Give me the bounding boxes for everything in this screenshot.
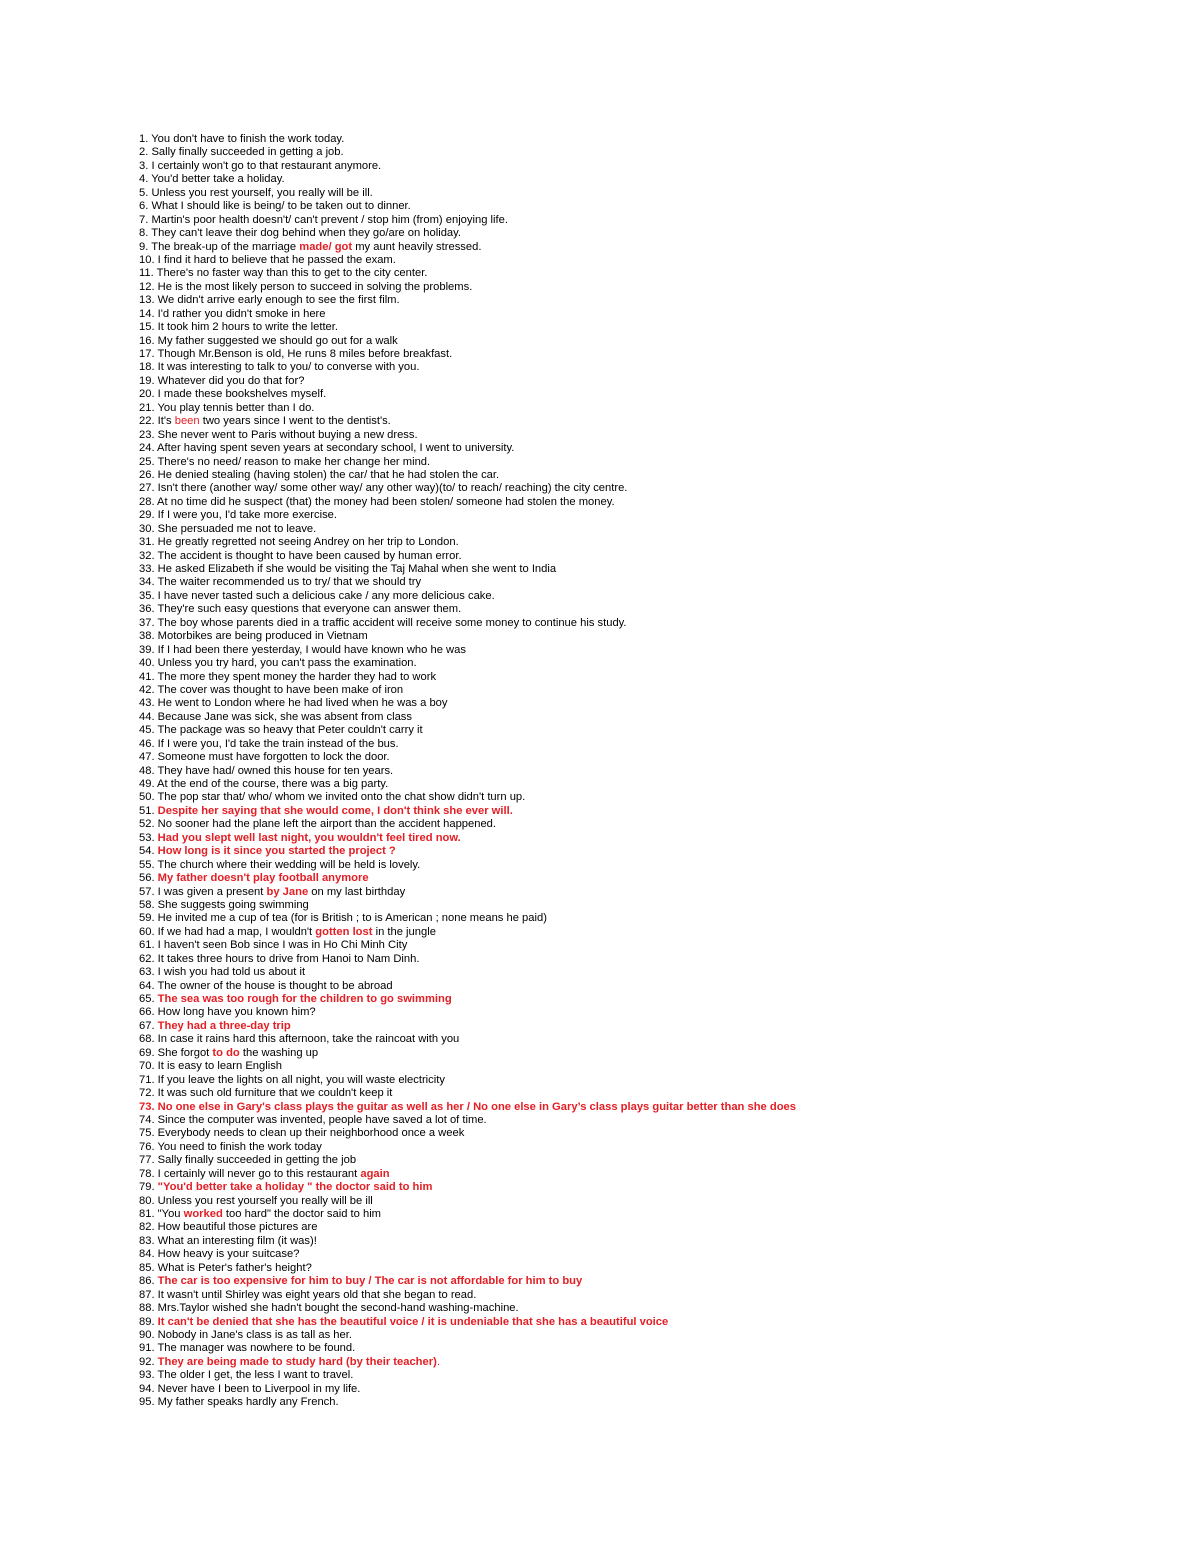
answer-text: 36. They're such easy questions that everyone can answer them. bbox=[139, 603, 462, 616]
answer-text: 15. It took him 2 hours to write the letter. bbox=[139, 321, 338, 334]
highlighted-answer-text: They are being made to study hard (by their teacher) bbox=[157, 1355, 437, 1368]
answer-text: 8. They can't leave their dog behind when they go/are on holiday. bbox=[139, 227, 462, 240]
answer-text: my aunt heavily stressed. bbox=[352, 240, 482, 253]
answer-text: 30. She persuaded me not to leave. bbox=[139, 522, 317, 535]
answer-line bbox=[139, 1342, 1139, 1355]
answer-line bbox=[139, 1316, 1139, 1329]
answer-text: 51. bbox=[139, 804, 158, 817]
answer-line bbox=[139, 200, 1139, 213]
answer-text: 28. At no time did he suspect (that) the money had been stolen/ someone had stolen the money. bbox=[139, 495, 615, 508]
answer-line bbox=[139, 778, 1139, 791]
answer-text: 75. Everybody needs to clean up their neighborhood once a week bbox=[139, 1127, 465, 1140]
answer-text: 54. bbox=[139, 845, 158, 858]
answer-line bbox=[139, 1154, 1139, 1167]
answer-line bbox=[139, 469, 1139, 482]
answer-text: 92. bbox=[139, 1355, 158, 1368]
answer-line bbox=[139, 146, 1139, 159]
answer-text: 18. It was interesting to talk to you/ to converse with you. bbox=[139, 361, 420, 374]
answer-text: 50. The pop star that/ who/ whom we invited onto the chat show didn't turn up. bbox=[139, 791, 526, 804]
answer-line bbox=[139, 980, 1139, 993]
answer-line bbox=[139, 482, 1139, 495]
highlighted-answer-text: . bbox=[436, 1355, 440, 1368]
answer-line bbox=[139, 859, 1139, 872]
answer-line bbox=[139, 1275, 1139, 1288]
answer-line bbox=[139, 1114, 1139, 1127]
answer-line bbox=[139, 1356, 1139, 1369]
answer-text: 90. Nobody in Jane's class is as tall as her. bbox=[139, 1328, 352, 1341]
highlighted-answer-text: 73. No one else in Gary's class plays the guitar as well as her / No one else in Gary’s class plays guitar better than she does bbox=[139, 1100, 796, 1113]
answer-text: 88. Mrs.Taylor wished she hadn't bought the second-hand washing-machine. bbox=[139, 1302, 519, 1315]
answer-line bbox=[139, 1396, 1139, 1409]
answer-text: 25. There's no need/ reason to make her change her mind. bbox=[139, 455, 431, 468]
answer-line bbox=[139, 254, 1139, 267]
answer-text: 6. What I should like is being/ to be taken out to dinner. bbox=[139, 200, 411, 213]
answer-line bbox=[139, 926, 1139, 939]
answer-line bbox=[139, 227, 1139, 240]
highlighted-answer-text: made/ got bbox=[299, 240, 353, 253]
answer-text: in the jungle bbox=[372, 925, 436, 938]
answer-text: 94. Never have I been to Liverpool in my life. bbox=[139, 1382, 361, 1395]
answer-line bbox=[139, 187, 1139, 200]
answer-text: 19. Whatever did you do that for? bbox=[139, 374, 305, 387]
answer-text: 89. bbox=[139, 1315, 158, 1328]
answer-line bbox=[139, 1248, 1139, 1261]
answer-text: 65. bbox=[139, 993, 158, 1005]
answer-text: 52. No sooner had the plane left the airport than the accident happened. bbox=[139, 818, 497, 831]
answer-text: 31. He greatly regretted not seeing Andrey on her trip to London. bbox=[139, 536, 459, 549]
answer-text: 80. Unless you rest yourself you really will be ill bbox=[139, 1194, 373, 1207]
answer-text: 10. I find it hard to believe that he passed the exam. bbox=[139, 253, 396, 266]
answer-line bbox=[139, 1074, 1139, 1087]
answer-line bbox=[139, 133, 1139, 146]
answer-text: 45. The package was so heavy that Peter couldn't carry it bbox=[139, 724, 423, 737]
answer-text: 37. The boy whose parents died in a traffic accident will receive some money to continue his study. bbox=[139, 616, 627, 629]
answer-line bbox=[139, 388, 1139, 401]
answer-text: 24. After having spent seven years at secondary school, I went to university. bbox=[139, 442, 515, 455]
answer-text: 84. How heavy is your suitcase? bbox=[139, 1248, 300, 1261]
answer-line bbox=[139, 1168, 1139, 1181]
answer-text: 53. bbox=[139, 831, 158, 844]
answer-line bbox=[139, 1235, 1139, 1248]
highlighted-answer-text: How long is it since you started the project ? bbox=[157, 845, 396, 858]
highlighted-answer-text: to do bbox=[212, 1046, 240, 1059]
answer-text: 59. He invited me a cup of tea (for is British ; to is American ; none means he paid) bbox=[139, 912, 547, 925]
answer-text: 83. What an interesting film (it was)! bbox=[139, 1234, 317, 1247]
answer-text: 12. He is the most likely person to succeed in solving the problems. bbox=[139, 280, 473, 293]
answer-text: 76. You need to finish the work today bbox=[139, 1140, 322, 1153]
highlighted-answer-text: It can't be denied that she has the beautiful voice / it is undeniable that she has a beautiful voice bbox=[157, 1315, 669, 1328]
answer-line bbox=[139, 1020, 1139, 1033]
answer-text: 40. Unless you try hard, you can't pass the examination. bbox=[139, 657, 417, 670]
answer-line bbox=[139, 630, 1139, 643]
answer-text: 29. If I were you, I'd take more exercise. bbox=[139, 509, 338, 522]
answer-text: 82. How beautiful those pictures are bbox=[139, 1221, 318, 1234]
answer-line bbox=[139, 818, 1139, 831]
answer-line bbox=[139, 939, 1139, 952]
answer-text: 49. At the end of the course, there was a big party. bbox=[139, 778, 389, 790]
answer-line bbox=[139, 765, 1139, 778]
answer-line bbox=[139, 832, 1139, 845]
answer-line bbox=[139, 173, 1139, 186]
answer-line bbox=[139, 415, 1139, 428]
answer-text: 21. You play tennis better than I do. bbox=[139, 401, 315, 414]
answer-text: 74. Since the computer was invented, people have saved a lot of time. bbox=[139, 1113, 487, 1126]
answer-line bbox=[139, 214, 1139, 227]
highlighted-answer-text: My father doesn't play football anymore bbox=[157, 872, 369, 885]
answer-line bbox=[139, 429, 1139, 442]
answer-text: 43. He went to London where he had lived when he was a boy bbox=[139, 697, 448, 710]
answer-text: two years since I went to the dentist's. bbox=[199, 415, 391, 428]
answer-text: 2. Sally finally succeeded in getting a job. bbox=[139, 146, 344, 159]
answer-line bbox=[139, 1208, 1139, 1221]
answer-text: 61. I haven't seen Bob since I was in Ho Chi Minh City bbox=[139, 939, 408, 952]
answer-line bbox=[139, 791, 1139, 804]
answer-line bbox=[139, 617, 1139, 630]
answer-line bbox=[139, 361, 1139, 374]
answer-line bbox=[139, 1329, 1139, 1342]
highlighted-answer-text: "You'd better take a holiday " the doctor said to him bbox=[157, 1181, 433, 1194]
answer-line bbox=[139, 335, 1139, 348]
answer-line bbox=[139, 294, 1139, 307]
answer-text: 55. The church where their wedding will be held is lovely. bbox=[139, 858, 421, 871]
answer-text: 1. You don't have to finish the work today. bbox=[139, 133, 345, 145]
answer-text: 32. The accident is thought to have been caused by human error. bbox=[139, 549, 462, 562]
answer-text: 3. I certainly won't go to that restaurant anymore. bbox=[139, 159, 382, 172]
answer-line bbox=[139, 1383, 1139, 1396]
answer-line bbox=[139, 563, 1139, 576]
answer-line bbox=[139, 1127, 1139, 1140]
answer-line bbox=[139, 590, 1139, 603]
highlighted-answer-text: Had you slept well last night, you wouldn't feel tired now. bbox=[157, 831, 461, 844]
answer-line bbox=[139, 241, 1139, 254]
answer-text: 48. They have had/ owned this house for ten years. bbox=[139, 764, 394, 777]
answer-line bbox=[139, 1006, 1139, 1019]
answer-line bbox=[139, 308, 1139, 321]
answer-line bbox=[139, 886, 1139, 899]
answer-text: 68. In case it rains hard this afternoon, take the raincoat with you bbox=[139, 1033, 460, 1046]
answer-text: 62. It takes three hours to drive from Hanoi to Nam Dinh. bbox=[139, 952, 420, 965]
answer-line bbox=[139, 1060, 1139, 1073]
highlighted-answer-text: They had a three-day trip bbox=[157, 1019, 291, 1032]
answer-line bbox=[139, 993, 1139, 1006]
answer-line bbox=[139, 321, 1139, 334]
answer-text: 70. It is easy to learn English bbox=[139, 1060, 283, 1073]
answer-text: 38. Motorbikes are being produced in Vietnam bbox=[139, 630, 368, 643]
answer-line bbox=[139, 1181, 1139, 1194]
answer-text: 44. Because Jane was sick, she was absent from class bbox=[139, 710, 412, 723]
answer-text: 86. bbox=[139, 1275, 158, 1288]
answer-text: 79. bbox=[139, 1181, 158, 1194]
answer-line bbox=[139, 1369, 1139, 1382]
answer-line bbox=[139, 1101, 1139, 1114]
answer-line bbox=[139, 966, 1139, 979]
answer-text: 14. I'd rather you didn't smoke in here bbox=[139, 307, 326, 320]
highlighted-answer-text: worked bbox=[183, 1208, 223, 1220]
answer-line bbox=[139, 160, 1139, 173]
answer-text: 71. If you leave the lights on all night, you will waste electricity bbox=[139, 1073, 445, 1086]
answer-line bbox=[139, 805, 1139, 818]
answer-text: 42. The cover was thought to have been make of iron bbox=[139, 683, 404, 696]
answer-line bbox=[139, 267, 1139, 280]
answer-line bbox=[139, 724, 1139, 737]
answer-line bbox=[139, 496, 1139, 509]
answer-line bbox=[139, 509, 1139, 522]
answer-text: 60. If we had had a map, I wouldn't bbox=[139, 925, 316, 938]
answer-text: 81. "You bbox=[139, 1208, 184, 1220]
answer-text: 91. The manager was nowhere to be found. bbox=[139, 1342, 356, 1355]
answer-text: 46. If I were you, I'd take the train instead of the bus. bbox=[139, 737, 399, 750]
answer-line bbox=[139, 550, 1139, 563]
highlighted-answer-text: by Jane bbox=[266, 885, 309, 898]
answer-text: 93. The older I get, the less I want to travel. bbox=[139, 1369, 354, 1382]
answer-line bbox=[139, 738, 1139, 751]
answer-line bbox=[139, 684, 1139, 697]
answer-line bbox=[139, 456, 1139, 469]
answer-line bbox=[139, 644, 1139, 657]
answer-line bbox=[139, 1289, 1139, 1302]
answer-text: 39. If I had been there yesterday, I would have known who he was bbox=[139, 643, 466, 656]
answer-text: 33. He asked Elizabeth if she would be visiting the Taj Mahal when she went to India bbox=[139, 563, 557, 575]
answer-text: 95. My father speaks hardly any French. bbox=[139, 1396, 339, 1409]
answer-line bbox=[139, 1302, 1139, 1315]
answer-text: 72. It was such old furniture that we couldn't keep it bbox=[139, 1087, 393, 1100]
answer-text: 67. bbox=[139, 1019, 158, 1032]
answer-text: 4. You'd better take a holiday. bbox=[139, 173, 285, 186]
answer-text: 69. She forgot bbox=[139, 1046, 213, 1059]
answer-line bbox=[139, 1221, 1139, 1234]
answer-line bbox=[139, 697, 1139, 710]
answer-text: 7. Martin's poor health doesn't/ can't prevent / stop him (from) enjoying life. bbox=[139, 213, 508, 226]
highlighted-answer-text: The car is too expensive for him to buy / The car is not affordable for him to buy bbox=[157, 1275, 583, 1288]
answer-line bbox=[139, 1047, 1139, 1060]
answer-key-document bbox=[139, 133, 1139, 1410]
answer-line bbox=[139, 671, 1139, 684]
answer-text: the washing up bbox=[239, 1046, 319, 1059]
answer-line bbox=[139, 523, 1139, 536]
answer-text: 13. We didn't arrive early enough to see the first film. bbox=[139, 294, 400, 307]
highlighted-answer-text: been bbox=[174, 415, 200, 428]
answer-text: 56. bbox=[139, 872, 158, 885]
answer-text: 78. I certainly will never go to this restaurant bbox=[139, 1167, 361, 1180]
highlighted-answer-text: gotten lost bbox=[315, 925, 373, 938]
answer-text: 35. I have never tasted such a delicious cake / any more delicious cake. bbox=[139, 589, 495, 602]
answer-line bbox=[139, 657, 1139, 670]
answer-text: 20. I made these bookshelves myself. bbox=[139, 388, 327, 401]
answer-line bbox=[139, 1087, 1139, 1100]
answer-text: on my last birthday bbox=[308, 885, 406, 898]
answer-line bbox=[139, 442, 1139, 455]
answer-text: 16. My father suggested we should go out for a walk bbox=[139, 334, 398, 347]
answer-text: 57. I was given a present bbox=[139, 885, 267, 898]
answer-text: 11. There's no faster way than this to get to the city center. bbox=[139, 267, 428, 280]
answer-line bbox=[139, 1141, 1139, 1154]
answer-text: 9. The break-up of the marriage bbox=[139, 240, 300, 253]
answer-text: 34. The waiter recommended us to try/ that we should try bbox=[139, 576, 422, 589]
answer-text: 87. It wasn't until Shirley was eight years old that she began to read. bbox=[139, 1288, 477, 1301]
answer-text: 63. I wish you had told us about it bbox=[139, 966, 306, 979]
highlighted-answer-text: The sea was too rough for the children to go swimming bbox=[157, 993, 452, 1005]
answer-line bbox=[139, 912, 1139, 925]
answer-line bbox=[139, 711, 1139, 724]
answer-text: 5. Unless you rest yourself, you really will be ill. bbox=[139, 186, 373, 199]
answer-text: 85. What is Peter's father's height? bbox=[139, 1261, 312, 1274]
answer-text: 58. She suggests going swimming bbox=[139, 898, 309, 911]
answer-text: 27. Isn't there (another way/ some other way/ any other way)(to/ to reach/ reaching) the city centre. bbox=[139, 482, 628, 495]
answer-text: too hard" the doctor said to him bbox=[222, 1208, 381, 1220]
answer-text: 66. How long have you known him? bbox=[139, 1006, 316, 1019]
answer-line bbox=[139, 1033, 1139, 1046]
answer-text: 26. He denied stealing (having stolen) the car/ that he had stolen the car. bbox=[139, 468, 500, 481]
answer-line bbox=[139, 576, 1139, 589]
answer-line bbox=[139, 281, 1139, 294]
answer-text: 17. Though Mr.Benson is old, He runs 8 miles before breakfast. bbox=[139, 348, 453, 360]
answer-text: 23. She never went to Paris without buying a new dress. bbox=[139, 428, 418, 441]
answer-line bbox=[139, 1262, 1139, 1275]
answer-text: 41. The more they spent money the harder they had to work bbox=[139, 670, 437, 683]
answer-line bbox=[139, 375, 1139, 388]
answer-line bbox=[139, 953, 1139, 966]
answer-line bbox=[139, 536, 1139, 549]
answer-line bbox=[139, 872, 1139, 885]
answer-line bbox=[139, 751, 1139, 764]
answer-line bbox=[139, 348, 1139, 361]
answer-text: 22. It's bbox=[139, 415, 175, 428]
highlighted-answer-text: again bbox=[360, 1167, 390, 1180]
answer-line bbox=[139, 402, 1139, 415]
answer-line bbox=[139, 1195, 1139, 1208]
answer-line bbox=[139, 899, 1139, 912]
answer-line bbox=[139, 603, 1139, 616]
answer-line bbox=[139, 845, 1139, 858]
answer-text: 77. Sally finally succeeded in getting the job bbox=[139, 1154, 357, 1167]
answer-text: 64. The owner of the house is thought to be abroad bbox=[139, 979, 393, 992]
highlighted-answer-text: Despite her saying that she would come, I don't think she ever will. bbox=[157, 804, 513, 817]
answer-text: 47. Someone must have forgotten to lock the door. bbox=[139, 751, 390, 764]
